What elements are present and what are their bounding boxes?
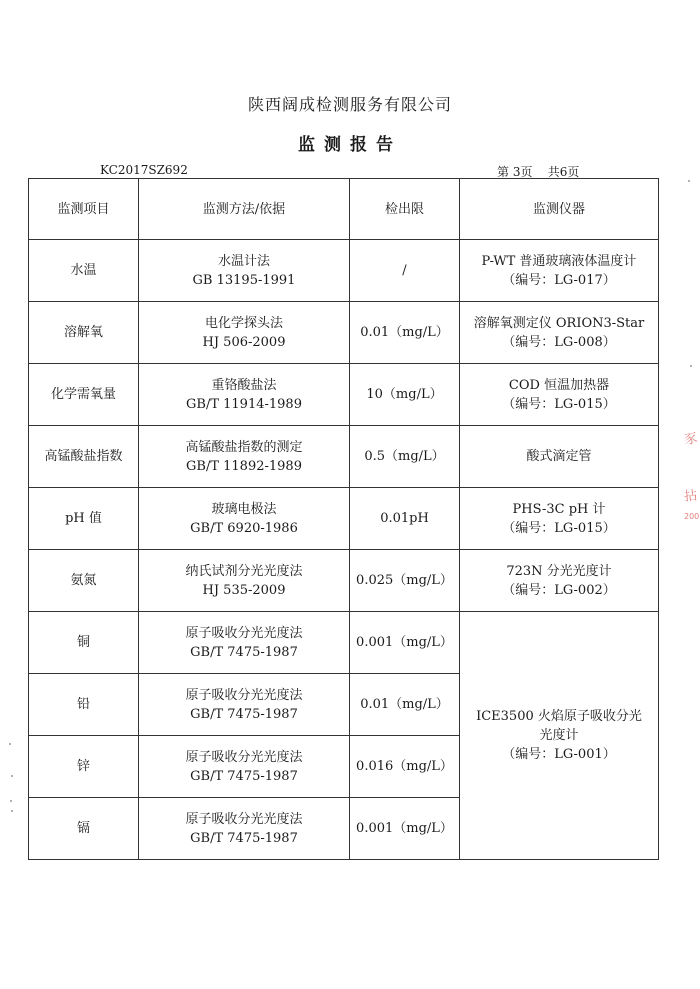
- instrument-line: （编号：LG-002）: [502, 582, 616, 598]
- binding-mark: [9, 743, 11, 745]
- cell-item: 氨氮: [29, 550, 139, 612]
- method-line: GB 13195-1991: [192, 272, 296, 288]
- cell-limit: 0.016（mg/L）: [350, 736, 460, 798]
- cell-instrument: [460, 240, 659, 302]
- cell-item: 水温: [29, 240, 139, 302]
- method-line: HJ 506-2009: [202, 334, 286, 350]
- cell-instrument: [460, 364, 659, 426]
- cell-limit: 0.025（mg/L）: [350, 550, 460, 612]
- cell-instrument-merged: [460, 612, 659, 860]
- cell-limit: 0.01（mg/L）: [350, 302, 460, 364]
- instrument-line: 723N 分光光度计: [506, 563, 612, 579]
- instrument-line: 光度计: [539, 728, 579, 743]
- cell-item: 化学需氧量: [29, 364, 139, 426]
- cell-method: [139, 488, 350, 550]
- instrument-line: COD 恒温加热器: [508, 377, 610, 393]
- instrument-line: P-WT 普通玻璃液体温度计: [481, 253, 637, 269]
- header-method: 监测方法/依据: [139, 179, 350, 240]
- method-line: 原子吸收分光光度法: [185, 625, 303, 641]
- instrument-line: （编号：LG-015）: [502, 396, 616, 412]
- cell-limit: 0.5（mg/L）: [350, 426, 460, 488]
- instrument-line: 酸式滴定管: [526, 449, 592, 464]
- cell-instrument: [460, 550, 659, 612]
- instrument-line: PHS-3C pH 计: [512, 501, 606, 517]
- method-line: 水温计法: [217, 253, 270, 269]
- binding-mark: [11, 810, 13, 812]
- cell-instrument: [460, 426, 659, 488]
- cell-method: [139, 798, 350, 860]
- method-line: 原子吸收分光光度法: [185, 749, 303, 765]
- binding-mark: [688, 180, 690, 182]
- header-limit: 检出限: [350, 179, 460, 240]
- cell-item: 溶解氧: [29, 302, 139, 364]
- cell-limit: 0.001（mg/L）: [350, 612, 460, 674]
- official-seal: [684, 428, 700, 538]
- table-row: [29, 302, 659, 364]
- cell-item: 高锰酸盐指数: [29, 426, 139, 488]
- method-line: 原子吸收分光光度法: [185, 687, 303, 703]
- cell-limit: 0.001（mg/L）: [350, 798, 460, 860]
- method-line: 高锰酸盐指数的测定: [185, 439, 303, 455]
- table-row: [29, 488, 659, 550]
- instrument-line: 溶解氧测定仪 ORION3-Star: [473, 315, 645, 331]
- cell-item: pH 值: [29, 488, 139, 550]
- seal-char: 200: [684, 512, 700, 521]
- cell-limit: 0.01pH: [350, 488, 460, 550]
- method-line: 重铬酸盐法: [211, 377, 277, 393]
- instrument-line: （编号：LG-015）: [502, 520, 616, 536]
- cell-method: [139, 612, 350, 674]
- cell-method: [139, 364, 350, 426]
- method-line: GB/T 7475-1987: [190, 644, 298, 660]
- table-row: [29, 426, 659, 488]
- method-line: 原子吸收分光光度法: [185, 811, 303, 827]
- instrument-line: （编号：LG-008）: [502, 334, 616, 350]
- instrument-line: （编号：LG-001）: [502, 747, 616, 762]
- table-row: [29, 364, 659, 426]
- seal-char: 豕: [683, 431, 699, 449]
- method-line: GB/T 7475-1987: [190, 830, 298, 846]
- cell-method: [139, 426, 350, 488]
- cell-method: [139, 240, 350, 302]
- header-item: 监测项目: [29, 179, 139, 240]
- cell-instrument: [460, 488, 659, 550]
- cell-method: [139, 302, 350, 364]
- table-row: [29, 612, 659, 674]
- instrument-line: （编号：LG-017）: [502, 272, 616, 288]
- cell-instrument: [460, 302, 659, 364]
- cell-item: 铅: [29, 674, 139, 736]
- cell-limit: /: [350, 240, 460, 302]
- method-line: 纳氏试剂分光光度法: [185, 563, 303, 579]
- instrument-line: ICE3500 火焰原子吸收分光: [476, 709, 642, 724]
- binding-mark: [11, 775, 13, 777]
- page-indicator: 第 3页 共6页: [497, 165, 580, 179]
- binding-mark: [690, 365, 692, 367]
- method-line: GB/T 7475-1987: [190, 706, 298, 722]
- method-line: GB/T 7475-1987: [190, 768, 298, 784]
- cell-limit: 10（mg/L）: [350, 364, 460, 426]
- method-line: 电化学探头法: [204, 315, 283, 331]
- header-instrument: 监测仪器: [460, 179, 659, 240]
- report-number: KC2017SZ692: [100, 163, 188, 177]
- cell-method: [139, 674, 350, 736]
- method-line: HJ 535-2009: [202, 582, 286, 598]
- cell-method: [139, 736, 350, 798]
- table-row: [29, 550, 659, 612]
- table-row: [29, 240, 659, 302]
- method-line: GB/T 11892-1989: [186, 458, 302, 474]
- method-line: 玻璃电极法: [211, 501, 277, 517]
- cell-item: 铜: [29, 612, 139, 674]
- cell-method: [139, 550, 350, 612]
- binding-mark: [10, 800, 12, 802]
- monitoring-table: [28, 178, 659, 860]
- method-line: GB/T 6920-1986: [190, 520, 298, 536]
- table-header-row: [29, 179, 659, 240]
- company-name: 陕西阔成检测服务有限公司: [247, 95, 452, 114]
- report-title: 监测报告: [298, 135, 402, 155]
- cell-item: 锌: [29, 736, 139, 798]
- cell-item: 镉: [29, 798, 139, 860]
- method-line: GB/T 11914-1989: [186, 396, 302, 412]
- seal-char: 拈: [683, 488, 698, 505]
- cell-limit: 0.01（mg/L）: [350, 674, 460, 736]
